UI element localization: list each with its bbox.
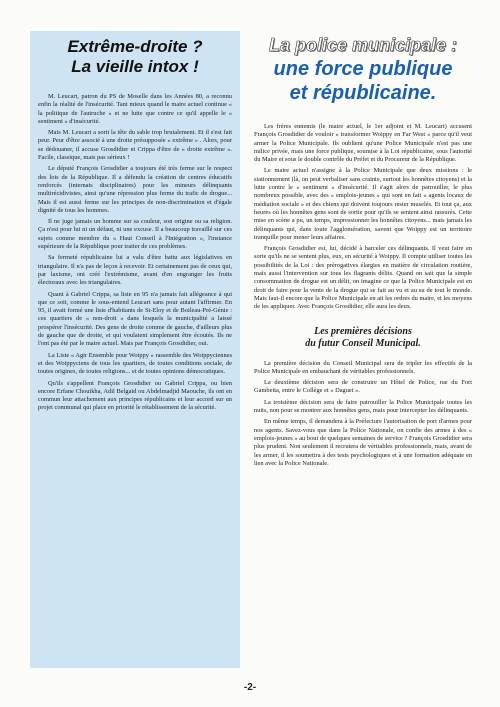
right-paragraph: Les frères ennemis (le maire actuel, le 1er adjoint et M. Leucart) accusent François Grosdidier de vouloir « transformer Woippy en Far West » parce qu'il veut armer la Police Municipale. Ils oublient qu'une Police Municipale n'est pas une milice privée, mais une force publique, soumise à la Loi républicaine, sous l'autorité du Maire et sous le double contrôle du Préfet et du Procureur de la République. [254,123,472,164]
left-paragraph: Sa fermeté républicaine lui a valu d'être battu aux législatives en triangulaire. Il n'a pas de leçon à recevoir. Et certainement pas de ceux qui, par laxisme, ont créé l'extrémisme, avant d'en engranger les fruits électoraux avec les triangulaires. [38,254,232,287]
right-paragraph: La troisième décision sera de faire patrouiller la Police Municipale toutes les nuits, non pour se montrer aux honnêtes gens, mais pour intercepter les délinquants. [254,398,472,415]
left-paragraph: Le député François Grosdidier a toujours été très ferme sur le respect des lois de la République. Il a défendu la création de centres éducatifs renforcés (internats disciplinaires) pour les mineurs délinquants multirécidivistes, ainsi qu'une répression plus ferme du trafic de drogue... Mais il est aussi ferme sur les principes de non-discrimination et d'égale dignité de tous les hommes. [38,165,232,214]
left-paragraph: Qu'ils s'appellent François Grosdidier ou Gabriel Crippa, ou bien encore Erfane Chouikha, Adil Belgaïd ou Abdelmadjid Maouche, ils ont en commun leur attachement aux principes républicains et leur accord sur un projet communal qui place en priorité le rétablissement de la sécurité. [38,379,232,412]
left-paragraph: La Liste « Agir Ensemble pour Woippy » rassemble des Woippyciennes et des Woippyciens de tous les quartiers, de toutes conditions sociale, de toutes origines, de toutes religions... et de toutes opinions démocratiques. [38,351,232,376]
right-paragraph: Le maire actuel n'assigne à la Police Municipale que deux missions : le stationnement (là, on peut verbaliser sans crainte, surtout les honnêtes citoyens) et la lutte contre le « sentiment » d'insécurité. Il s'agit alors de patrouiller, le plus nombreux possible, avec des « emplois-jeunes » qui sont en fait « agents locaux de médiation sociale » et des chiens qui doivent toujours rester muselés. Et tout ça, aux heures où les honnêtes gens sont de sortie pour qu'ils se sentent ainsi rassurés. Cette mise en scène a pu, un temps, impressionner les honnêtes citoyens... mais jamais les délinquants qui, dans toute l'agglomération, savent que Woippy est un territoire tranquille pour mener leurs affaires. [254,167,472,241]
right-subtitle-line-2: du futur Conseil Municipal. [305,337,421,349]
left-paragraph: Il ne juge jamais un homme sur sa couleur, son origine ou sa religion. Ça n'est pour lui ni un défaut, ni une excuse. Il a beaucoup travaillé sur ces sujets comme membre du « Haut Conseil à l'Intégration », l'instance supérieure de la République pour traiter de ces problèmes. [38,218,232,251]
left-title-line-1: Extrême-droite ? [67,37,203,56]
right-title-line-1: La police municipale : [268,35,458,55]
left-paragraph: Mais M. Leucart a sorti la tête du sable trop brutalement. Et il s'est fait peur. Peur d'être associé à une droite présupposée « extrême » . Alors, pour se dédouaner, il accuse Grosdidier et Crippa d'être de « droite extrême ». Facile, classique, mais pas sérieux ! [38,129,232,162]
page-number: -2- [243,682,257,693]
left-title [38,37,232,77]
left-paragraph: Quant à Gabriel Crippa, sa liste en 95 n'a jamais fait allégeance à qui que ce soit, comme le sous-entend Leucart sans pour autant l'affirmer. En 95, il avait formé une liste d'habitants de St-Eloy et de Boileau-Pré-Génie : ces quartiers de « non-droit » dans lesquels la municipalité a laissé prospérer l'insécurité. Des gens de droite comme de gauche, d'ailleurs plus de gauche que de droite, et qui voulaient simplement être écoutés. Ils ne l'ont pas été par le maire actuel. Mais par François Grosdidier, oui. [38,290,232,348]
right-paragraph: La deuxième décision sera de construire un Hôtel de Police, rue du Fort Gambetta, entre le Collège et « Daguet ». [254,379,472,395]
left-paragraph: M. Leucart, patron du PS de Moselle dans les Années 80, a reconnu enfin la réalité de l'insécurité. Tant mieux quand le maire actuel continue « la politique de l'autruche » et ne lutte que contre ce qu'il appelle le « sentiment » d'insécurité. [38,93,232,125]
right-column [252,31,474,671]
right-title [254,33,472,105]
right-subtitle [254,326,472,350]
left-column [30,31,240,668]
right-paragraph: En même temps, il demandera à la Préfecture l'autorisation de port d'armes pour nos agents. Savez-vous que dans la Police Nationale, on confie des armes à des « emplois-jeunes » au bout de quelques semaines de service ? François Grosdidier sera plus prudent. Non seulement il recrutera de véritables professionnels, mais, avant de les armer, il les soumettra à des tests psychologiques et à une formation adéquate en lien avec la Police Nationale. [254,418,472,467]
right-subtitle-line-1: Les premières décisions [314,325,412,337]
right-title-line-3: et républicaine. [289,82,437,104]
right-title-line-2: une force publique [273,58,453,80]
right-paragraph: François Grosdidier est, lui, décidé à harceler ces délinquants. Il veut faire en sorte qu'ils ne se sentent plus, eux, en sécurité à Woippy. Il compte utiliser toutes les possibilités de la Loi : des prérogatives élargies en matière de circulation routière, mais aussi l'intervention sur tous les flagrants délits. Quand on sait que la simple consommation de drogue est un délit, on imagine ce que la Police Municipale est en droit de faire pour la vente de la drogue qui se fait au vu et au su de tout le monde. Mais faut-il encore que la Police Municipale en ait les ordres du maire, et les moyens de les appliquer. Avec François Grosdidier, elle aura les deux. [254,245,472,311]
left-title-line-2: La vieille intox ! [71,57,199,76]
right-paragraph: La première décision du Conseil Municipal sera de tripler les effectifs de la Police Municipale en embauchant de véritables professionnels. [254,359,472,375]
